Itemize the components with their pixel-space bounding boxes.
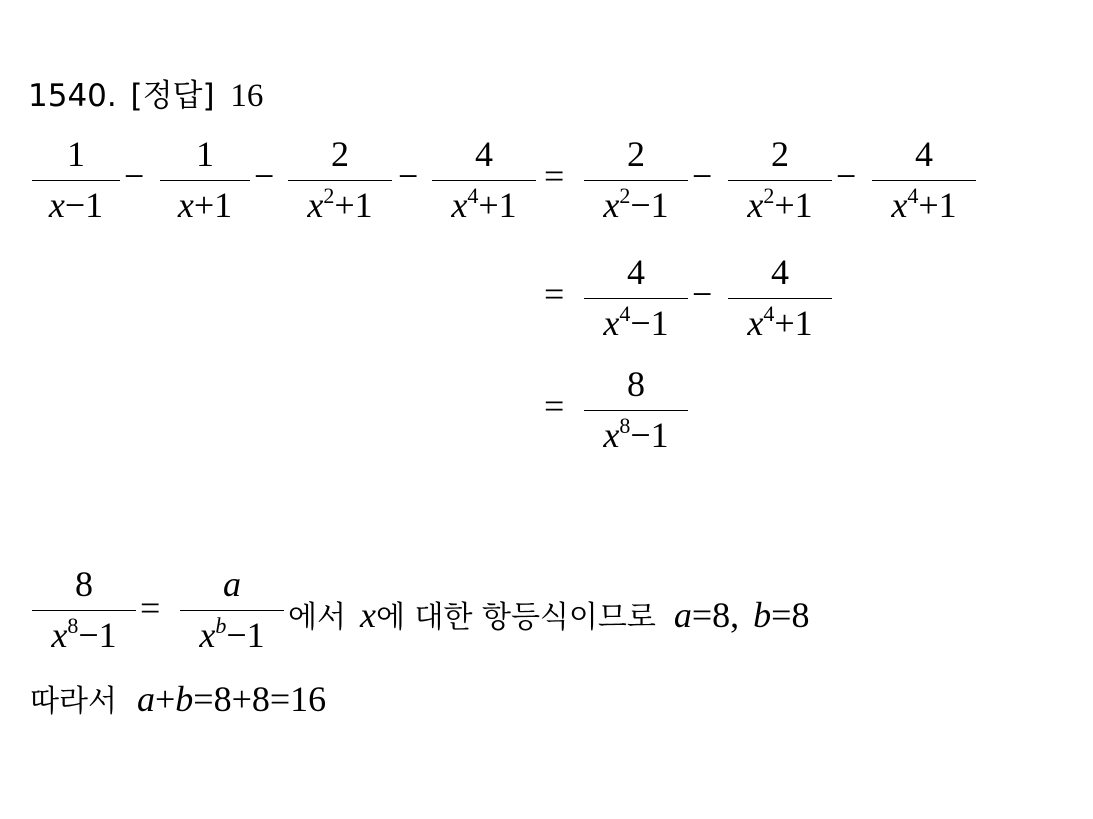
numerator: 8	[75, 564, 93, 604]
text-eseo: 에서	[288, 600, 346, 635]
problem-number: 1540.	[28, 78, 117, 114]
denominator: $x^4-1$	[603, 301, 669, 343]
numerator: 4	[915, 134, 933, 174]
equals-operator: =	[544, 274, 565, 314]
numerator: 4	[627, 252, 645, 292]
denominator: $x^4+1$	[891, 183, 957, 225]
minus-operator: −	[124, 156, 145, 196]
numerator: 2	[331, 134, 349, 174]
fraction-4-over-x4-plus-1	[872, 136, 976, 223]
denominator: x−1	[48, 185, 104, 225]
fraction-4-over-x4-minus-1	[584, 254, 688, 341]
fraction-bar	[584, 298, 688, 299]
fraction-2-over-x2-plus-1	[728, 136, 832, 223]
numerator: 8	[627, 364, 645, 404]
variable-a: a	[673, 595, 692, 635]
plus-sign: +	[154, 679, 176, 719]
variable-b: b	[753, 595, 772, 635]
identity-sentence	[288, 592, 809, 636]
denominator: $x^8-1$	[51, 613, 117, 655]
denominator: $x^4+1$	[451, 183, 517, 225]
fraction-bar	[32, 610, 136, 611]
fraction-8-over-x8-minus-1	[32, 566, 136, 653]
fraction-bar	[728, 298, 832, 299]
b-value: =8	[771, 595, 810, 635]
numerator: 2	[771, 134, 789, 174]
answer-value: 16	[230, 78, 264, 114]
fraction-bar	[32, 180, 120, 181]
fraction-4-over-x4-plus-1	[432, 136, 536, 223]
denominator: $x^2+1$	[747, 183, 813, 225]
denominator: $x^8-1$	[603, 413, 669, 455]
numerator: 4	[771, 252, 789, 292]
variable-a: a	[136, 679, 155, 719]
variable-b: b	[175, 679, 194, 719]
text-identity: 에 대한 항등식이므로	[375, 600, 656, 635]
denominator: $x^2+1$	[307, 183, 373, 225]
sum-result: =8+8=16	[193, 679, 327, 719]
numerator: a	[223, 564, 241, 604]
minus-operator: −	[254, 156, 275, 196]
denominator: $x^2-1$	[603, 183, 669, 225]
numerator: 4	[475, 134, 493, 174]
problem-header	[28, 70, 263, 115]
fraction-bar	[432, 180, 536, 181]
minus-operator: −	[398, 156, 419, 196]
fraction-2-over-x2-minus-1	[584, 136, 688, 223]
conclusion-line	[30, 676, 326, 720]
fraction-4-over-x4-plus-1	[728, 254, 832, 341]
fraction-bar	[288, 180, 392, 181]
variable-x: x	[359, 595, 376, 635]
text-ttaraseo: 따라서	[30, 684, 117, 719]
numerator: 1	[67, 134, 85, 174]
fraction-2-over-x2-plus-1	[288, 136, 392, 223]
fraction-bar	[160, 180, 250, 181]
fraction-1-over-x-plus-1	[160, 136, 250, 223]
fraction-bar	[584, 180, 688, 181]
equals-operator: =	[140, 588, 161, 628]
equals-operator: =	[544, 156, 565, 196]
fraction-bar	[180, 610, 284, 611]
fraction-8-over-x8-minus-1	[584, 366, 688, 453]
numerator: 1	[196, 134, 214, 174]
fraction-1-over-x-minus-1	[32, 136, 120, 223]
fraction-bar	[872, 180, 976, 181]
denominator: $x^b-1$	[199, 613, 265, 655]
denominator: x+1	[177, 185, 233, 225]
fraction-a-over-xb-minus-1	[180, 566, 284, 653]
fraction-bar	[728, 180, 832, 181]
equals-operator: =	[544, 386, 565, 426]
denominator: $x^4+1$	[747, 301, 813, 343]
answer-label: [정답]	[130, 78, 215, 114]
minus-operator: −	[836, 156, 857, 196]
numerator: 2	[627, 134, 645, 174]
minus-operator: −	[692, 156, 713, 196]
minus-operator: −	[692, 274, 713, 314]
a-value: =8,	[691, 595, 740, 635]
fraction-bar	[584, 410, 688, 411]
